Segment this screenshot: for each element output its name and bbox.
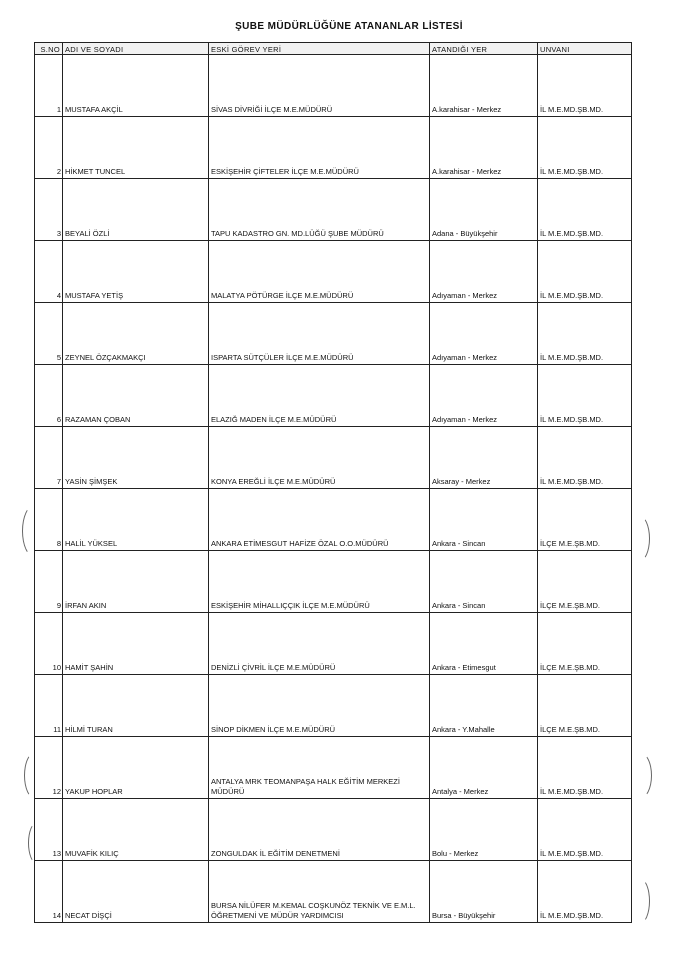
position-title-cell: İLÇE M.E.ŞB.MD. — [538, 551, 632, 613]
column-header-title: UNVANI — [538, 43, 632, 55]
row-number-cell: 11 — [35, 675, 63, 737]
column-header-old-post: ESKİ GÖREV YERİ — [209, 43, 430, 55]
position-title-cell: İLÇE M.E.ŞB.MD. — [538, 613, 632, 675]
appointments-table — [34, 42, 632, 923]
table-header-row — [35, 43, 632, 55]
previous-post-cell: ANKARA ETİMESGUT HAFİZE ÖZAL O.O.MÜDÜRÜ — [209, 489, 430, 551]
pen-mark — [630, 878, 650, 924]
row-number-cell: 10 — [35, 613, 63, 675]
previous-post-cell: ESKİŞEHİR MİHALLIÇÇIK İLÇE M.E.MÜDÜRÜ — [209, 551, 430, 613]
row-number-cell: 14 — [35, 861, 63, 923]
position-title-cell: İL M.E.MD.ŞB.MD. — [538, 179, 632, 241]
position-title-cell: İLÇE M.E.ŞB.MD. — [538, 489, 632, 551]
person-name-cell: RAZAMAN ÇOBAN — [63, 365, 209, 427]
assigned-place-cell: Ankara - Etimesgut — [430, 613, 538, 675]
person-name-cell: HİKMET TUNCEL — [63, 117, 209, 179]
position-title-cell: İL M.E.MD.ŞB.MD. — [538, 55, 632, 117]
table-row — [35, 489, 632, 551]
table-row — [35, 179, 632, 241]
pen-mark — [628, 752, 652, 799]
position-title-cell: İL M.E.MD.ŞB.MD. — [538, 427, 632, 489]
pen-mark — [28, 822, 46, 864]
table-row — [35, 241, 632, 303]
previous-post-cell: MALATYA PÖTÜRGE İLÇE M.E.MÜDÜRÜ — [209, 241, 430, 303]
person-name-cell: ZEYNEL ÖZÇAKMAKÇI — [63, 303, 209, 365]
scan-corner-mark — [0, 0, 82, 10]
assigned-place-cell: A.karahisar - Merkez — [430, 55, 538, 117]
table-row — [35, 117, 632, 179]
person-name-cell: NECAT DİŞÇİ — [63, 861, 209, 923]
assigned-place-cell: Adıyaman - Merkez — [430, 303, 538, 365]
row-number-cell: 2 — [35, 117, 63, 179]
previous-post-cell: BURSA NİLÜFER M.KEMAL COŞKUNÖZ TEKNİK VE E.M.L. ÖĞRETMENİ VE MÜDÜR YARDIMCISI — [209, 861, 430, 923]
assigned-place-cell: Ankara - Sincan — [430, 489, 538, 551]
row-number-cell: 6 — [35, 365, 63, 427]
row-number-cell: 4 — [35, 241, 63, 303]
table-row — [35, 613, 632, 675]
previous-post-cell: SİVAS DİVRİĞİ İLÇE M.E.MÜDÜRÜ — [209, 55, 430, 117]
table-row — [35, 365, 632, 427]
row-number-cell: 1 — [35, 55, 63, 117]
row-number-cell: 8 — [35, 489, 63, 551]
table-row — [35, 799, 632, 861]
row-number-cell: 3 — [35, 179, 63, 241]
table-row — [35, 55, 632, 117]
previous-post-cell: DENİZLİ ÇİVRİL İLÇE M.E.MÜDÜRÜ — [209, 613, 430, 675]
assigned-place-cell: Ankara - Sincan — [430, 551, 538, 613]
page-title: ŞUBE MÜDÜRLÜĞÜNE ATANANLAR LİSTESİ — [235, 21, 463, 32]
position-title-cell: İL M.E.MD.ŞB.MD. — [538, 365, 632, 427]
assigned-place-cell: Bolu - Merkez — [430, 799, 538, 861]
previous-post-cell: ANTALYA MRK TEOMANPAŞA HALK EĞİTİM MERKEZİ MÜDÜRÜ — [209, 737, 430, 799]
assigned-place-cell: Bursa - Büyükşehir — [430, 861, 538, 923]
table-row — [35, 675, 632, 737]
position-title-cell: İL M.E.MD.ŞB.MD. — [538, 737, 632, 799]
person-name-cell: İRFAN AKIN — [63, 551, 209, 613]
row-number-cell: 7 — [35, 427, 63, 489]
pen-mark — [628, 515, 650, 562]
pen-mark — [22, 505, 46, 557]
person-name-cell: MUSTAFA AKÇİL — [63, 55, 209, 117]
row-number-cell: 9 — [35, 551, 63, 613]
column-header-no: S.NO — [35, 43, 63, 55]
position-title-cell: İL M.E.MD.ŞB.MD. — [538, 861, 632, 923]
previous-post-cell: TAPU KADASTRO GN. MD.LÜĞÜ ŞUBE MÜDÜRÜ — [209, 179, 430, 241]
person-name-cell: YAKUP HOPLAR — [63, 737, 209, 799]
person-name-cell: BEYALİ ÖZLİ — [63, 179, 209, 241]
assigned-place-cell: Antalya - Merkez — [430, 737, 538, 799]
previous-post-cell: KONYA EREĞLİ İLÇE M.E.MÜDÜRÜ — [209, 427, 430, 489]
assigned-place-cell: Ankara - Y.Mahalle — [430, 675, 538, 737]
row-number-cell: 12 — [35, 737, 63, 799]
position-title-cell: İL M.E.MD.ŞB.MD. — [538, 241, 632, 303]
row-number-cell: 5 — [35, 303, 63, 365]
position-title-cell: İL M.E.MD.ŞB.MD. — [538, 799, 632, 861]
table-row — [35, 551, 632, 613]
assigned-place-cell: Adana - Büyükşehir — [430, 179, 538, 241]
previous-post-cell: SİNOP DİKMEN İLÇE M.E.MÜDÜRÜ — [209, 675, 430, 737]
table-row — [35, 861, 632, 923]
person-name-cell: YASİN ŞİMŞEK — [63, 427, 209, 489]
person-name-cell: MUSTAFA YETİŞ — [63, 241, 209, 303]
previous-post-cell: ZONGULDAK İL EĞİTİM DENETMENİ — [209, 799, 430, 861]
person-name-cell: MUVAFİK KILIÇ — [63, 799, 209, 861]
position-title-cell: İL M.E.MD.ŞB.MD. — [538, 303, 632, 365]
position-title-cell: İLÇE M.E.ŞB.MD. — [538, 675, 632, 737]
person-name-cell: HİLMİ TURAN — [63, 675, 209, 737]
column-header-name: ADI VE SOYADI — [63, 43, 209, 55]
assigned-place-cell: Adıyaman - Merkez — [430, 365, 538, 427]
column-header-assigned-place: ATANDIĞI YER — [430, 43, 538, 55]
assigned-place-cell: Adıyaman - Merkez — [430, 241, 538, 303]
person-name-cell: HALİL YÜKSEL — [63, 489, 209, 551]
assigned-place-cell: A.karahisar - Merkez — [430, 117, 538, 179]
assigned-place-cell: Aksaray - Merkez — [430, 427, 538, 489]
table-row — [35, 427, 632, 489]
row-number-cell: 13 — [35, 799, 63, 861]
position-title-cell: İL M.E.MD.ŞB.MD. — [538, 117, 632, 179]
previous-post-cell: ESKİŞEHİR ÇİFTELER İLÇE M.E.MÜDÜRÜ — [209, 117, 430, 179]
person-name-cell: HAMİT ŞAHİN — [63, 613, 209, 675]
table-row — [35, 303, 632, 365]
pen-mark — [24, 752, 46, 799]
previous-post-cell: ISPARTA SÜTÇÜLER İLÇE M.E.MÜDÜRÜ — [209, 303, 430, 365]
previous-post-cell: ELAZIĞ MADEN İLÇE M.E.MÜDÜRÜ — [209, 365, 430, 427]
table-row — [35, 737, 632, 799]
